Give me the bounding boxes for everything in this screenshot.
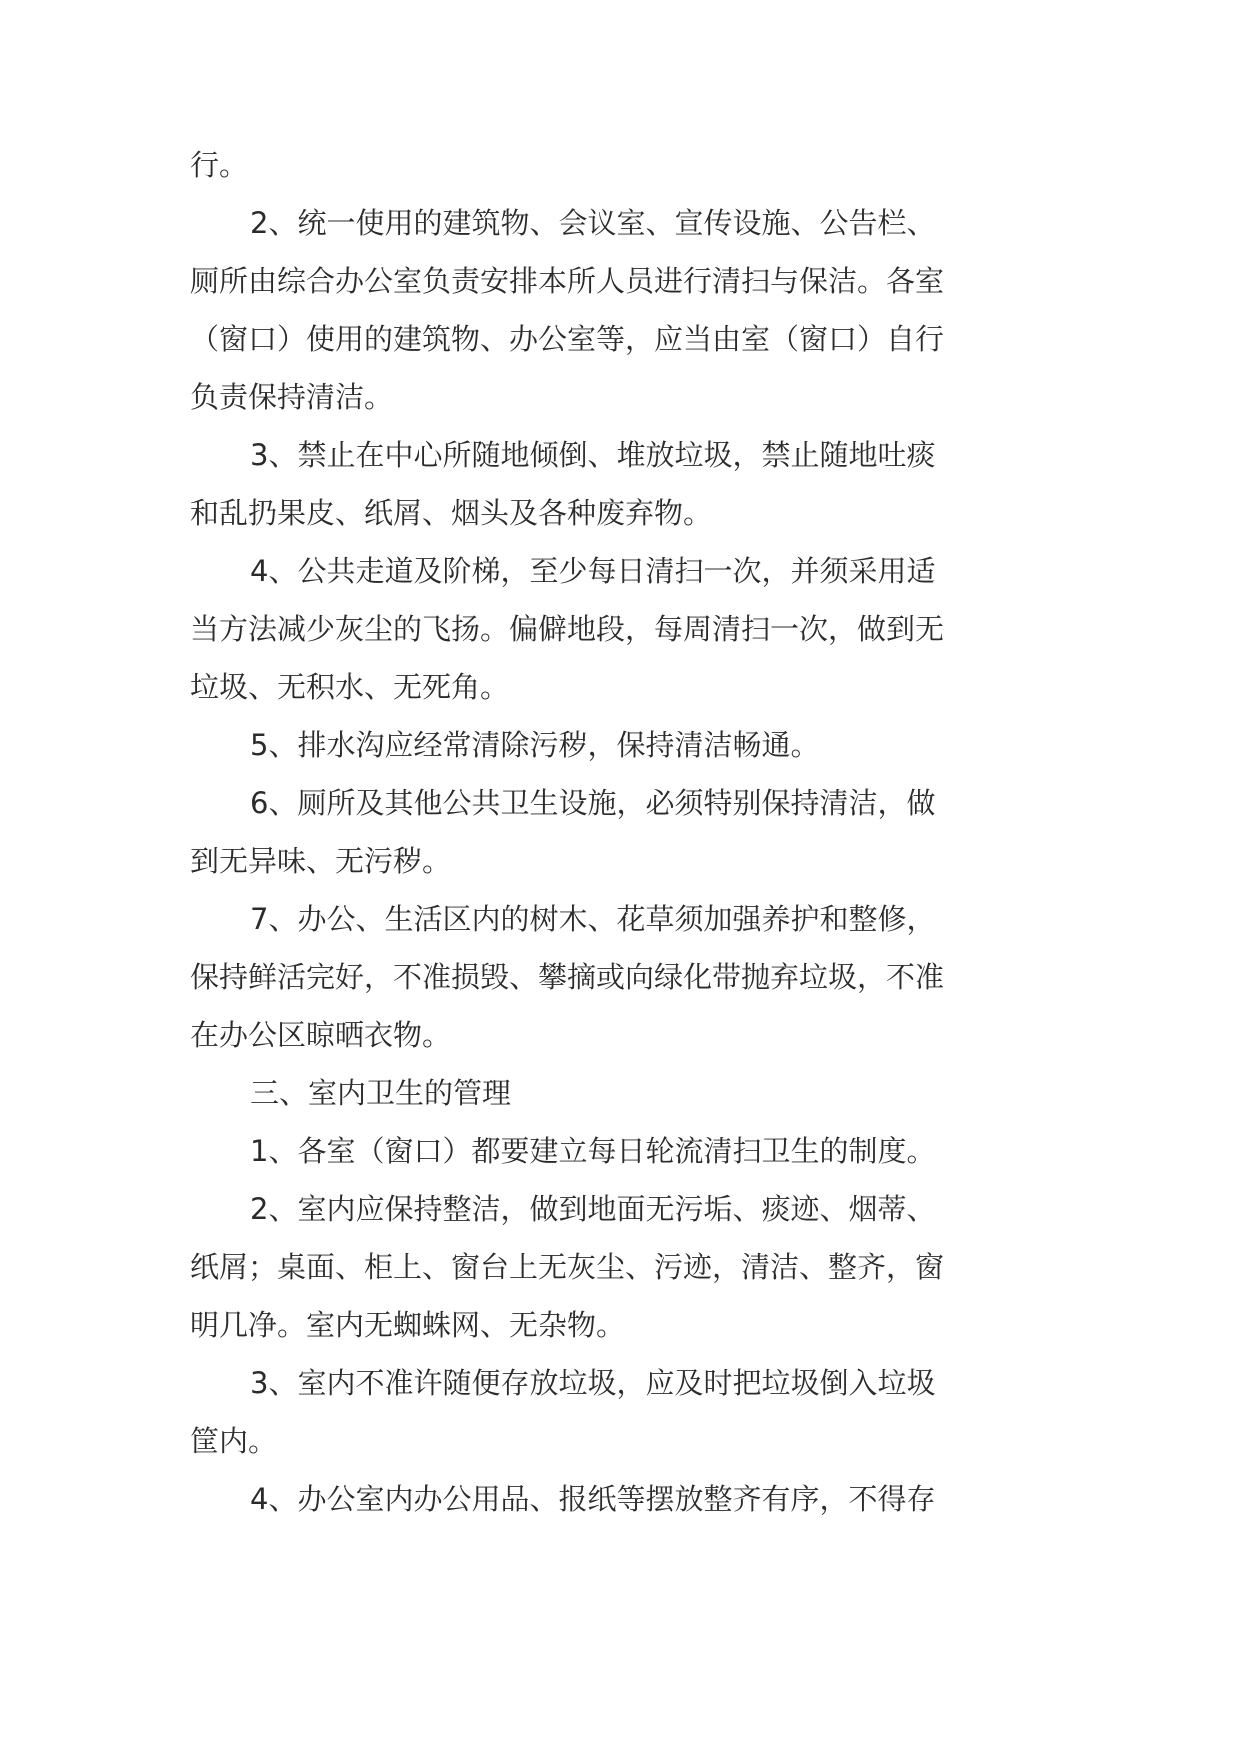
paragraph-7-line: 7、办公、生活区内的树木、花草须加强养护和整修， (250, 902, 936, 936)
text-line: 明几净。室内无蜘蛛网、无杂物。 (190, 1308, 626, 1342)
paragraph-5-line: 5、排水沟应经常清除污秽，保持清洁畅通。 (250, 728, 820, 762)
paragraph-3-line: 3、室内不准许随便存放垃圾，应及时把垃圾倒入垃圾 (250, 1366, 936, 1400)
paragraph-4-line: 4、公共走道及阶梯，至少每日清扫一次，并须采用适 (250, 554, 936, 588)
text-line: 保持鲜活完好，不准损毁、攀摘或向绿化带抛弃垃圾，不准 (190, 960, 945, 994)
text-line: 和乱扔果皮、纸屑、烟头及各种废弃物。 (190, 496, 713, 530)
text-line: 垃圾、无积水、无死角。 (190, 670, 510, 704)
section-heading: 三、室内卫生的管理 (250, 1076, 512, 1110)
paragraph-1-line: 1、各室（窗口）都要建立每日轮流清扫卫生的制度。 (250, 1134, 936, 1168)
paragraph-2-line: 2、室内应保持整洁，做到地面无污垢、痰迹、烟蒂、 (250, 1192, 936, 1226)
text-line: 行。 (190, 148, 249, 182)
text-line: 到无异味、无污秽。 (190, 844, 452, 878)
text-line: 厕所由综合办公室负责安排本所人员进行清扫与保洁。各室 (190, 264, 945, 298)
text-line: 当方法减少灰尘的飞扬。偏僻地段，每周清扫一次，做到无 (190, 612, 945, 646)
text-line: 在办公区晾晒衣物。 (190, 1018, 452, 1052)
text-line: 纸屑；桌面、柜上、窗台上无灰尘、污迹，清洁、整齐，窗 (190, 1250, 945, 1284)
paragraph-6-line: 6、厕所及其他公共卫生设施，必须特别保持清洁，做 (250, 786, 936, 820)
text-line: 负责保持清洁。 (190, 380, 394, 414)
paragraph-3-line: 3、禁止在中心所随地倾倒、堆放垃圾，禁止随地吐痰 (250, 438, 936, 472)
text-line: 筐内。 (190, 1424, 278, 1458)
paragraph-4-line: 4、办公室内办公用品、报纸等摆放整齐有序，不得存 (250, 1482, 936, 1516)
text-line: （窗口）使用的建筑物、办公室等，应当由室（窗口）自行 (190, 322, 945, 356)
paragraph-2-line: 2、统一使用的建筑物、会议室、宣传设施、公告栏、 (250, 206, 936, 240)
